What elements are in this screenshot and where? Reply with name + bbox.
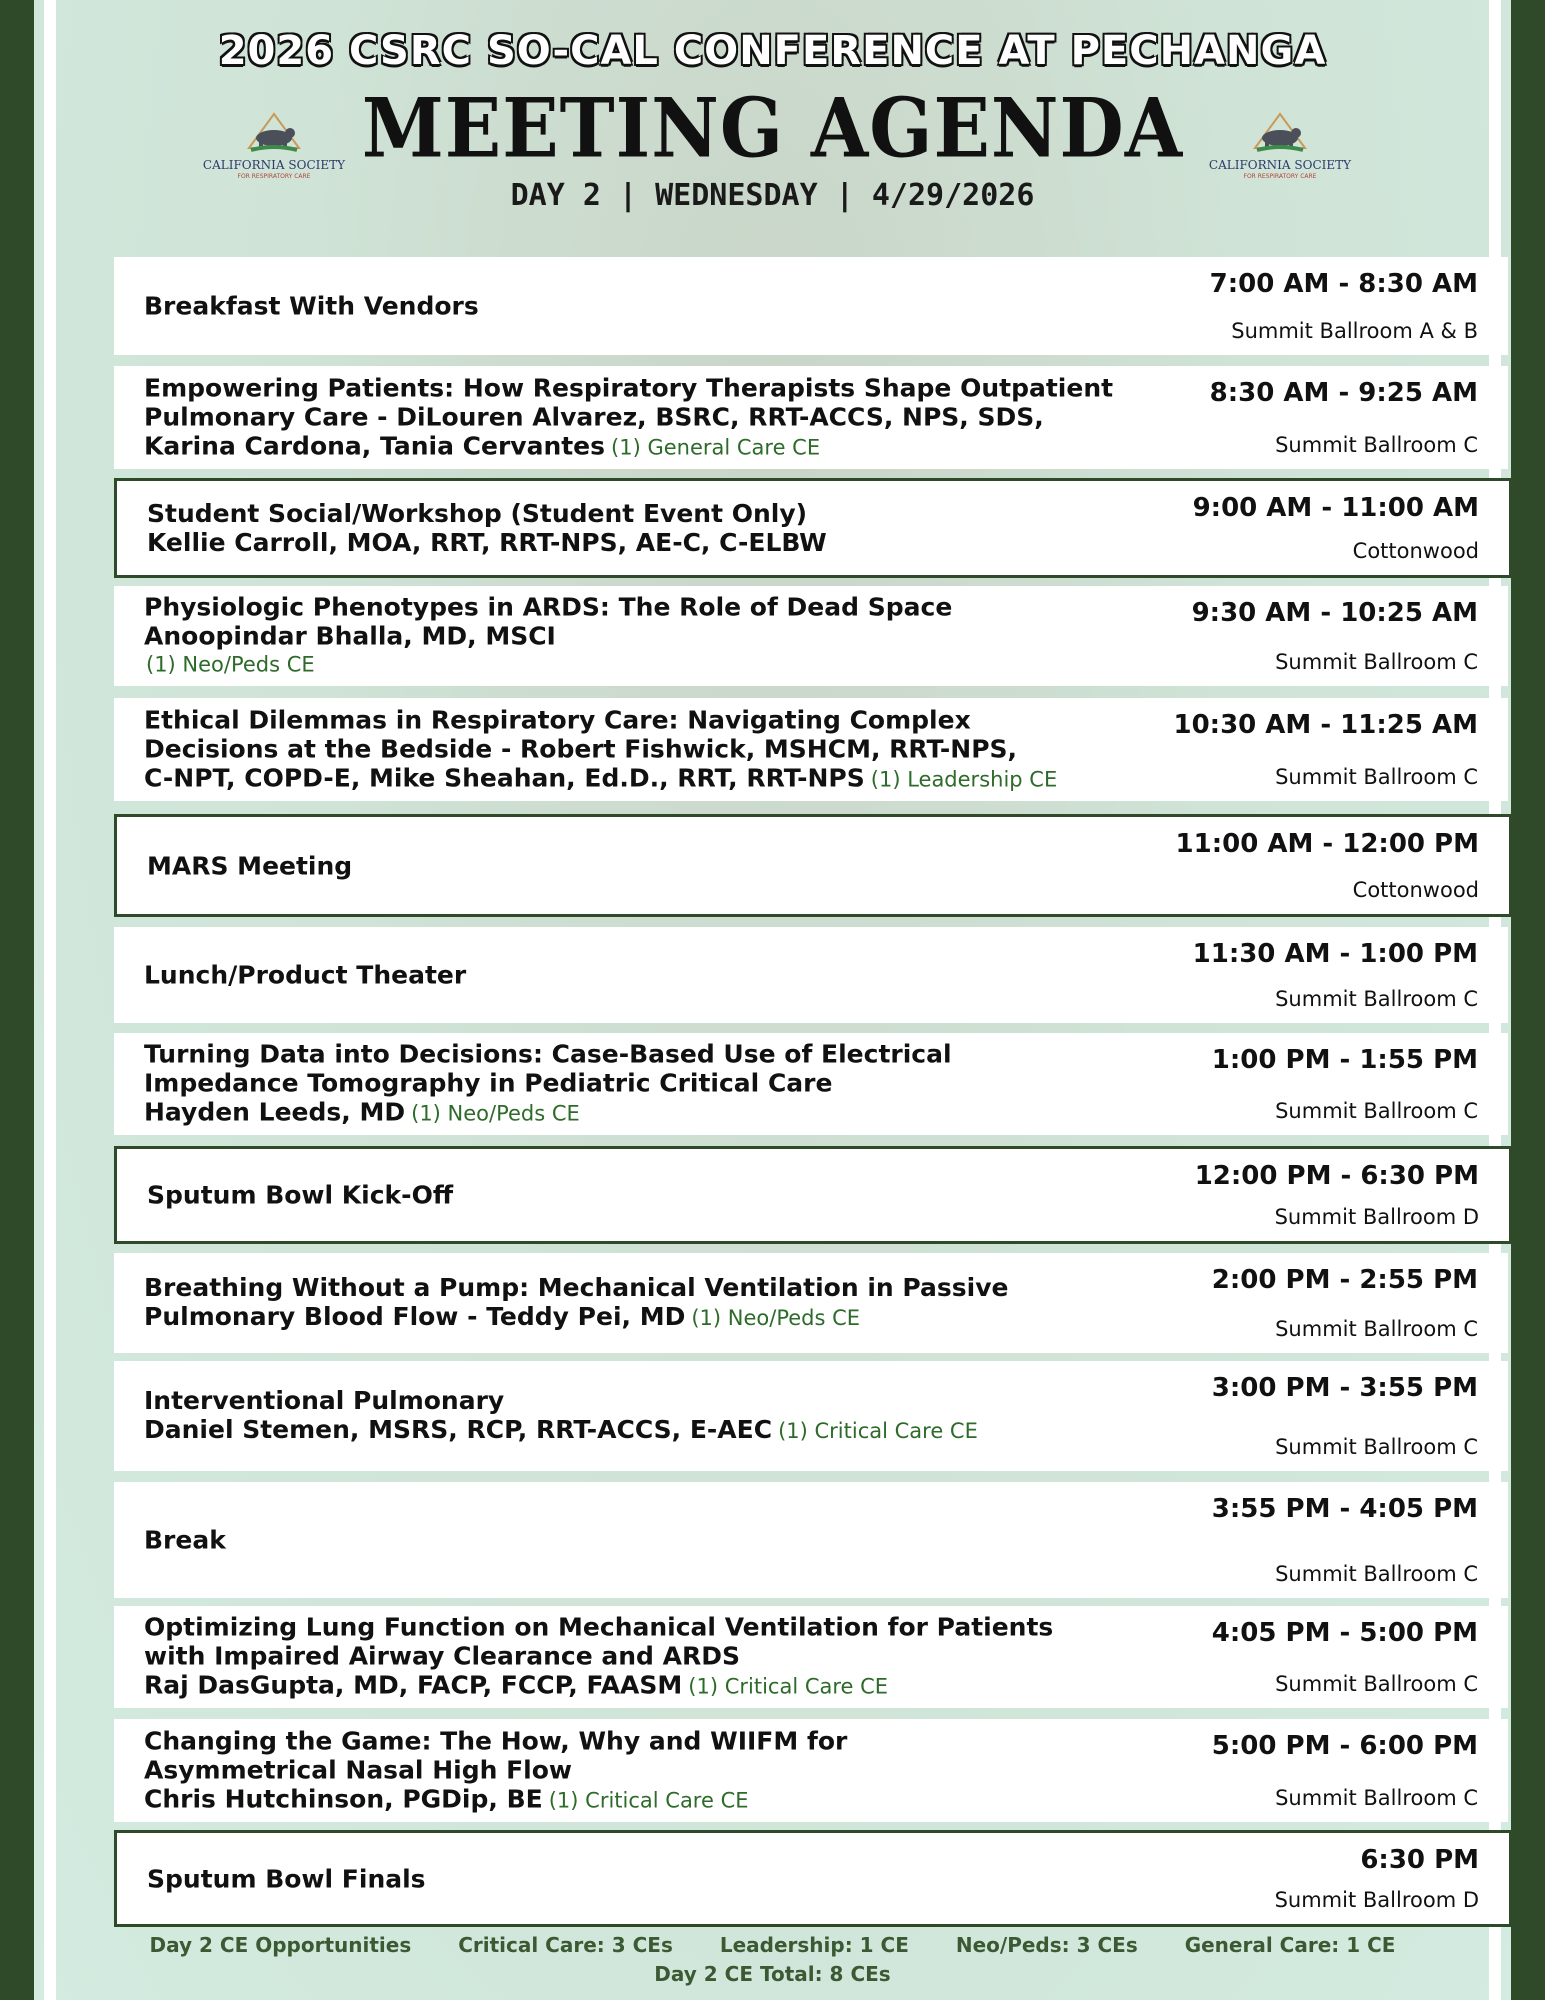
session-title-line: Karina Cardona, Tania Cervantes <box>144 431 606 460</box>
session-time: 3:00 PM - 3:55 PM <box>1211 1373 1478 1403</box>
left-border-stripe <box>44 0 56 2000</box>
session-time: 8:30 AM - 9:25 AM <box>1209 378 1478 408</box>
session-title <box>144 1726 1168 1815</box>
session-title-line: Ethical Dilemmas in Respiratory Care: Navigating Complex <box>144 705 971 734</box>
ce-total: Day 2 CE Total: 8 CEs <box>654 1962 891 1986</box>
session-room: Summit Ballroom C <box>1275 987 1478 1011</box>
session-title-line: Break <box>144 1525 226 1555</box>
session-title <box>147 1181 1169 1210</box>
session-title-line: Kellie Carroll, MOA, RRT, RRT-NPS, AE-C, C-ELBW <box>147 528 827 557</box>
session-time: 9:00 AM - 11:00 AM <box>1192 493 1479 523</box>
session-time: 4:05 PM - 5:00 PM <box>1211 1618 1478 1648</box>
ce-leadership: Leadership: 1 CE <box>719 1933 909 1957</box>
ce-credit-label: (1) Neo/Peds CE <box>691 1306 861 1330</box>
day-date-line: DAY 2 | WEDNESDAY | 4/29/2026 <box>510 178 1035 213</box>
agenda-row <box>114 1830 1512 1927</box>
session-title-line: Anoopindar Bhalla, MD, MSCI <box>144 621 556 651</box>
session-title <box>144 292 1168 321</box>
agenda-row <box>114 1253 1508 1353</box>
session-title-line: Physiologic Phenotypes in ARDS: The Role of Dead Space <box>144 592 953 622</box>
session-room: Summit Ballroom D <box>1274 1205 1479 1229</box>
csrc-logo-left <box>194 108 354 180</box>
ce-credit-label: (1) Critical Care CE <box>688 1674 889 1699</box>
session-title-line: Sputum Bowl Kick-Off <box>147 1180 454 1210</box>
session-time: 12:00 PM - 6:30 PM <box>1194 1161 1479 1191</box>
agenda-row <box>114 366 1508 469</box>
session-time: 1:00 PM - 1:55 PM <box>1211 1045 1478 1075</box>
agenda-row <box>114 1361 1508 1471</box>
session-title-line: Impedance Tomography in Pediatric Critical Care <box>144 1068 833 1098</box>
bear-logo-icon <box>1245 108 1315 156</box>
session-title-line: Empowering Patients: How Respiratory Therapists Shape Outpatient <box>144 373 1114 402</box>
session-time: 10:30 AM - 11:25 AM <box>1173 710 1478 740</box>
session-title-line: Breakfast With Vendors <box>144 291 479 321</box>
logo-name: CALIFORNIA SOCIETY <box>1208 158 1352 172</box>
session-room: Cottonwood <box>1352 539 1479 563</box>
session-title-line: Raj DasGupta, MD, FACP, FCCP, FAASM <box>144 1670 683 1700</box>
session-title <box>144 1613 1168 1702</box>
session-room: Summit Ballroom A & B <box>1231 319 1478 343</box>
session-room: Cottonwood <box>1352 878 1479 902</box>
session-title-line: Breathing Without a Pump: Mechanical Ventilation in Passive <box>144 1273 1009 1302</box>
ce-credit-label: (1) Critical Care CE <box>778 1419 978 1443</box>
csrc-logo-right <box>1200 108 1360 180</box>
agenda-title: MEETING AGENDA <box>361 81 1184 177</box>
agenda-row <box>114 698 1508 801</box>
ce-credit-label: (1) General Care CE <box>611 435 821 459</box>
session-title <box>144 1526 1168 1555</box>
agenda-row <box>114 257 1508 355</box>
ce-credit-label: (1) Neo/Peds CE <box>146 652 315 677</box>
session-room: Summit Ballroom C <box>1275 1562 1478 1586</box>
agenda-row <box>114 1146 1512 1244</box>
session-title-line: Daniel Stemen, MSRS, RCP, RRT-ACCS, E-AEC <box>144 1415 773 1444</box>
session-title-line: with Impaired Airway Clearance and ARDS <box>144 1641 740 1671</box>
ce-neo-peds: Neo/Peds: 3 CEs <box>955 1933 1138 1957</box>
session-title-line: Decisions at the Bedside - Robert Fishwick, MSHCM, RRT-NPS, <box>144 734 1018 763</box>
agenda-row <box>114 814 1512 917</box>
session-room: Summit Ballroom C <box>1275 765 1478 789</box>
ce-credit-label: (1) Neo/Peds CE <box>411 1101 580 1126</box>
session-room: Summit Ballroom C <box>1275 433 1478 457</box>
session-time: 2:00 PM - 2:55 PM <box>1211 1265 1478 1295</box>
session-title <box>144 705 1168 794</box>
session-title <box>144 1273 1168 1333</box>
session-title-line: Student Social/Workshop (Student Event Only) <box>147 499 808 528</box>
logo-subtitle: FOR RESPIRATORY CARE <box>1243 173 1317 180</box>
ce-credit-label: (1) Leadership CE <box>870 767 1058 791</box>
agenda-row <box>114 1606 1508 1708</box>
ce-summary <box>34 1933 1511 1957</box>
agenda-row <box>114 1033 1508 1135</box>
session-title-line: Pulmonary Care - DiLouren Alvarez, BSRC, RRT-ACCS, NPS, SDS, <box>144 402 1044 431</box>
session-title <box>144 1386 1168 1446</box>
agenda-row <box>114 927 1508 1023</box>
logo-name: CALIFORNIA SOCIETY <box>202 158 346 172</box>
ce-summary-label: Day 2 CE Opportunities <box>149 1933 412 1957</box>
session-room: Summit Ballroom C <box>1275 650 1478 674</box>
session-title <box>147 851 1169 880</box>
session-title <box>147 1864 1169 1893</box>
session-title-line: Asymmetrical Nasal High Flow <box>144 1755 573 1784</box>
session-room: Summit Ballroom C <box>1275 1435 1478 1459</box>
session-time: 5:00 PM - 6:00 PM <box>1211 1731 1478 1761</box>
agenda-row <box>114 1719 1508 1822</box>
session-room: Summit Ballroom C <box>1275 1099 1478 1123</box>
agenda-page <box>34 0 1511 2000</box>
logo-subtitle: FOR RESPIRATORY CARE <box>237 173 311 180</box>
ce-critical-care: Critical Care: 3 CEs <box>458 1933 673 1957</box>
session-title <box>144 373 1168 462</box>
ce-general-care: General Care: 1 CE <box>1184 1933 1396 1957</box>
session-room: Summit Ballroom C <box>1275 1786 1478 1810</box>
session-title <box>144 961 1168 990</box>
session-title <box>147 499 1169 557</box>
session-title-line: Optimizing Lung Function on Mechanical Ventilation for Patients <box>144 1612 1054 1642</box>
session-time: 3:55 PM - 4:05 PM <box>1211 1494 1478 1524</box>
session-time: 6:30 PM <box>1360 1845 1479 1875</box>
session-title-line: Changing the Game: The How, Why and WIIFM for <box>144 1726 848 1755</box>
session-title-line: Interventional Pulmonary <box>144 1386 505 1415</box>
session-time: 7:00 AM - 8:30 AM <box>1209 269 1478 299</box>
session-title-line: Turning Data into Decisions: Case-Based Use of Electrical <box>144 1039 952 1069</box>
session-room: Summit Ballroom D <box>1274 1888 1479 1912</box>
agenda-row <box>114 478 1512 578</box>
session-time: 9:30 AM - 10:25 AM <box>1191 598 1478 628</box>
bear-logo-icon <box>239 108 309 156</box>
agenda-row <box>114 586 1508 686</box>
session-title-line: Lunch/Product Theater <box>144 960 467 990</box>
session-room: Summit Ballroom C <box>1275 1672 1478 1696</box>
session-title <box>144 593 1168 680</box>
session-time: 11:00 AM - 12:00 PM <box>1175 829 1479 859</box>
conference-title: 2026 CSRC SO-CAL CONFERENCE AT PECHANGA <box>218 28 1327 74</box>
session-title <box>144 1040 1168 1129</box>
session-title-line: Hayden Leeds, MD <box>144 1097 406 1127</box>
session-title-line: C-NPT, COPD-E, Mike Sheahan, Ed.D., RRT, RRT-NPS <box>144 763 865 792</box>
session-title-line: Pulmonary Blood Flow - Teddy Pei, MD <box>144 1302 686 1331</box>
session-title-line: Chris Hutchinson, PGDip, BE <box>144 1784 543 1813</box>
agenda-row <box>114 1482 1508 1598</box>
session-room: Summit Ballroom C <box>1275 1317 1478 1341</box>
session-time: 11:30 AM - 1:00 PM <box>1192 939 1478 969</box>
session-title-line: Sputum Bowl Finals <box>147 1864 426 1893</box>
ce-credit-label: (1) Critical Care CE <box>548 1788 749 1812</box>
session-title-line: MARS Meeting <box>147 851 353 880</box>
